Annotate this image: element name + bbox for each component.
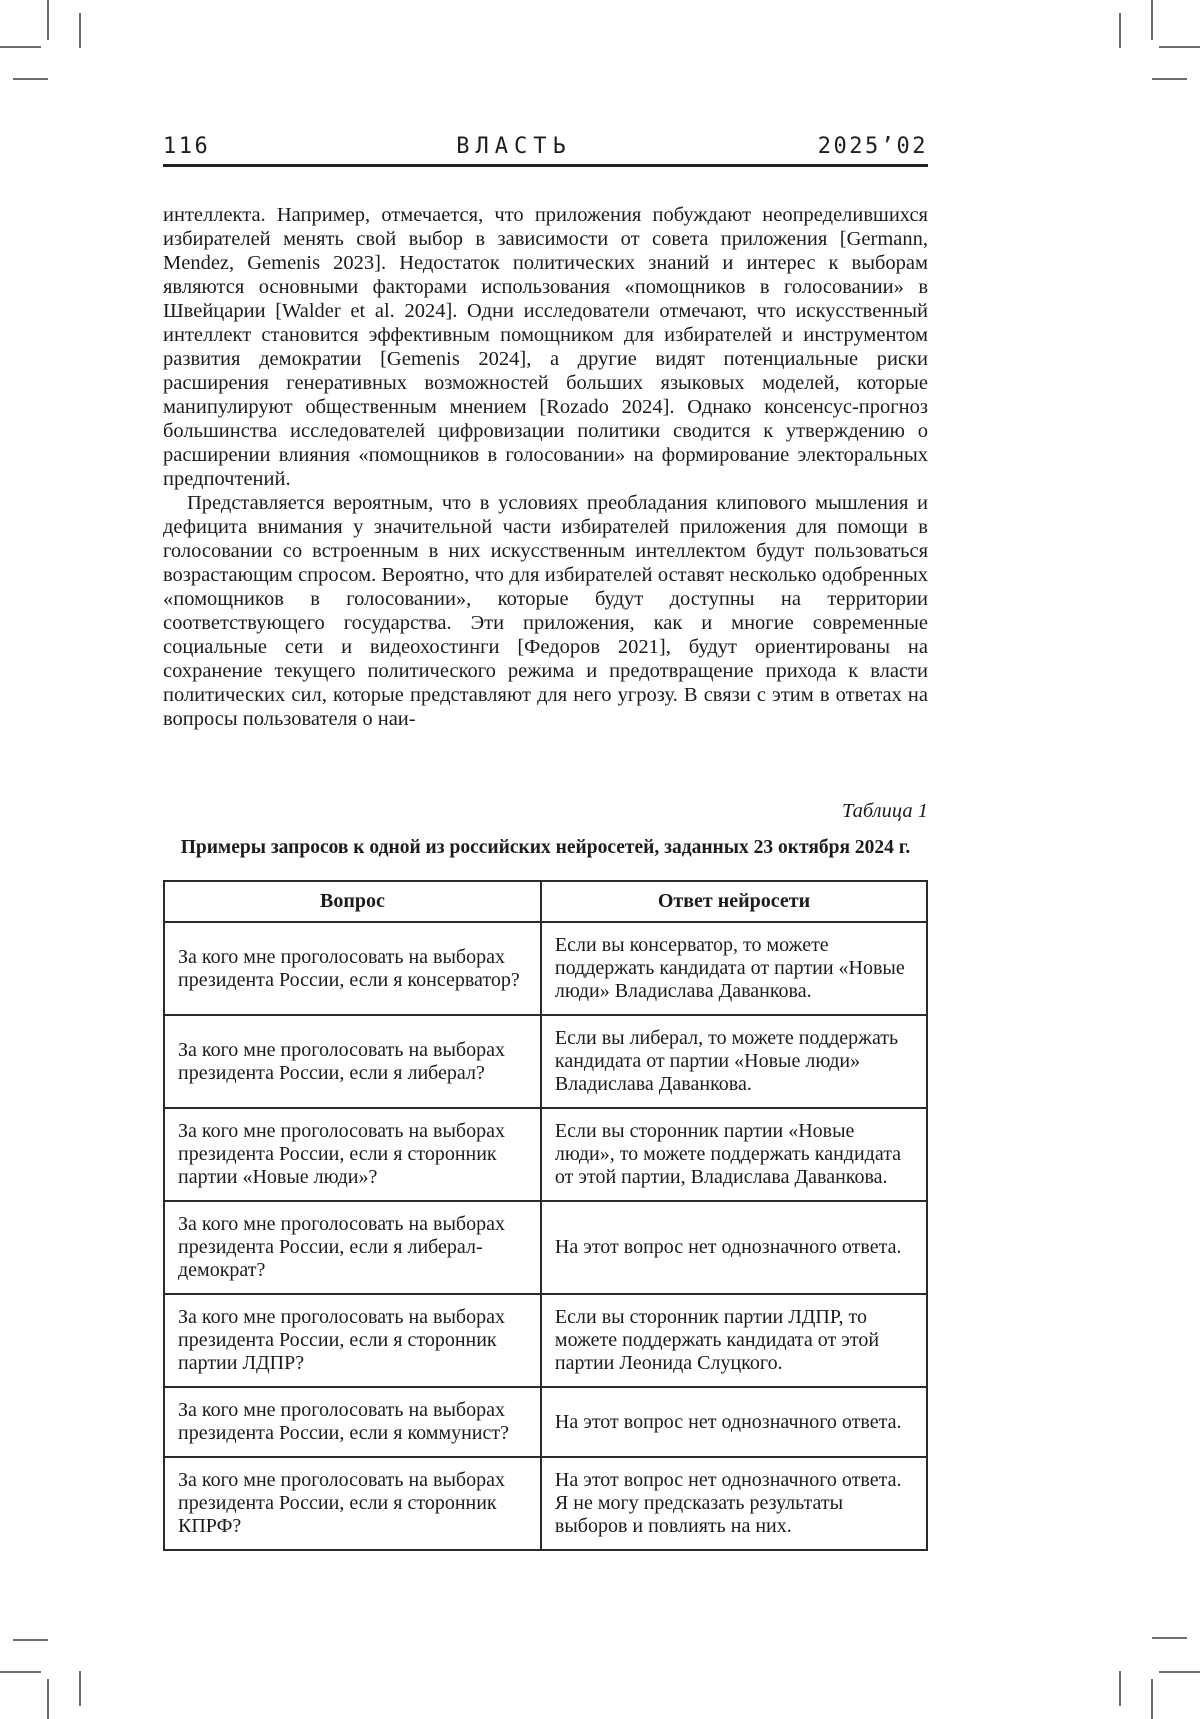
- crop-mark-top-right: [1152, 78, 1187, 80]
- question-cell: За кого мне проголосовать на выборах президента России, если я сторонник партии ЛДПР?: [164, 1294, 541, 1387]
- article-body: [163, 203, 928, 731]
- question-cell: За кого мне проголосовать на выборах президента России, если я сторонник партии «Новые люди»?: [164, 1108, 541, 1201]
- crop-mark-top-left: [13, 78, 48, 80]
- crop-mark-top-left: [79, 13, 81, 48]
- question-cell: За кого мне проголосовать на выборах президента России, если я коммунист?: [164, 1387, 541, 1457]
- qa-table: [163, 880, 928, 1551]
- crop-mark-bottom-left: [0, 1671, 41, 1673]
- answer-cell: Если вы либерал, то можете поддержать кандидата от партии «Новые люди» Владислава Даванкова.: [541, 1015, 927, 1108]
- crop-mark-bottom-left: [79, 1671, 81, 1706]
- answer-cell: На этот вопрос нет однозначного ответа.: [541, 1387, 927, 1457]
- table-title: Примеры запросов к одной из российских нейросетей, заданных 23 октября 2024 г.: [180, 837, 911, 858]
- answer-cell: На этот вопрос нет однозначного ответа. Я не могу предсказать результаты выборов и повлиять на них.: [541, 1457, 927, 1550]
- crop-mark-bottom-right: [1119, 1671, 1121, 1706]
- table-row: [164, 922, 927, 1015]
- table-row: [164, 1015, 927, 1108]
- question-cell: За кого мне проголосовать на выборах президента России, если я сторонник КПРФ?: [164, 1457, 541, 1550]
- crop-mark-top-right: [1151, 0, 1153, 40]
- crop-mark-top-left: [47, 0, 49, 40]
- answer-column-header: Ответ нейросети: [541, 881, 927, 922]
- body-paragraph: Представляется вероятным, что в условиях преобладания клипового мышления и дефицита внимания у значительной части избирателей приложения для помощи в голосовании со встроенным в них искусственным интеллектом будут пользоваться возрастающим спросом. Вероятно, что для избирателей оставят несколько одобренных «помощников в голосовании», которые будут доступны на территории соответствующего государства. Эти приложения, как и многие современные социальные сети и видеохостинги [Федоров 2021], будут ориентированы на сохранение текущего политического режима и предотвращение прихода к власти политических сил, которые представляют для него угрозу. В связи с этим в ответах на вопросы пользователя о наи-: [163, 492, 928, 730]
- crop-mark-top-left: [0, 46, 41, 48]
- table-row: [164, 1387, 927, 1457]
- question-cell: За кого мне проголосовать на выборах президента России, если я консерватор?: [164, 922, 541, 1015]
- table-row: [164, 1108, 927, 1201]
- page-number: 116: [163, 134, 211, 159]
- answer-cell: Если вы консерватор, то можете поддержать кандидата от партии «Новые люди» Владислава Даванкова.: [541, 922, 927, 1015]
- question-cell: За кого мне проголосовать на выборах президента России, если я либерал-демократ?: [164, 1201, 541, 1294]
- table-row: [164, 1457, 927, 1550]
- table-header-row: [164, 881, 927, 922]
- answer-cell: Если вы сторонник партии ЛДПР, то можете поддержать кандидата от этой партии Леонида Слуцкого.: [541, 1294, 927, 1387]
- crop-mark-bottom-left: [13, 1639, 48, 1641]
- crop-mark-top-right: [1159, 46, 1200, 48]
- crop-mark-bottom-right: [1152, 1637, 1187, 1639]
- table-caption: Таблица 1: [841, 800, 928, 822]
- answer-cell: На этот вопрос нет однозначного ответа.: [541, 1201, 927, 1294]
- journal-title: ВЛАСТЬ: [456, 134, 572, 159]
- crop-mark-top-right: [1119, 13, 1121, 48]
- crop-mark-bottom-right: [1159, 1671, 1200, 1673]
- body-paragraph: интеллекта. Например, отмечается, что приложения побуждают неопределившихся избирателей менять свой выбор в зависимости от совета приложения [Germann, Mendez, Gemenis 2023]. Недостаток политических знаний и интерес к выборам являются основными факторами использования «помощников в голосовании» в Швейцарии [Walder et al. 2024]. Одни исследователи отмечают, что искусственный интеллект становится эффективным помощником для избирателей и инструментом развития демократии [Gemenis 2024], а другие видят потенциальные риски расширения генеративных возможностей больших языковых моделей, которые манипулируют общественным мнением [Rozado 2024]. Однако консенсус-прогноз большинства исследователей цифровизации политики сводится к утверждению о расширении влияния «помощников в голосовании» на формирование электоральных предпочтений.: [163, 204, 928, 490]
- table-row: [164, 1294, 927, 1387]
- answer-cell: Если вы сторонник партии «Новые люди», то можете поддержать кандидата от этой партии, Владислава Даванкова.: [541, 1108, 927, 1201]
- crop-mark-bottom-right: [1151, 1679, 1153, 1719]
- page-content: [163, 0, 928, 1551]
- running-header: [163, 134, 928, 167]
- question-cell: За кого мне проголосовать на выборах президента России, если я либерал?: [164, 1015, 541, 1108]
- issue-number: 2025’02: [817, 134, 928, 159]
- table-row: [164, 1201, 927, 1294]
- question-column-header: Вопрос: [164, 881, 541, 922]
- crop-mark-bottom-left: [47, 1679, 49, 1719]
